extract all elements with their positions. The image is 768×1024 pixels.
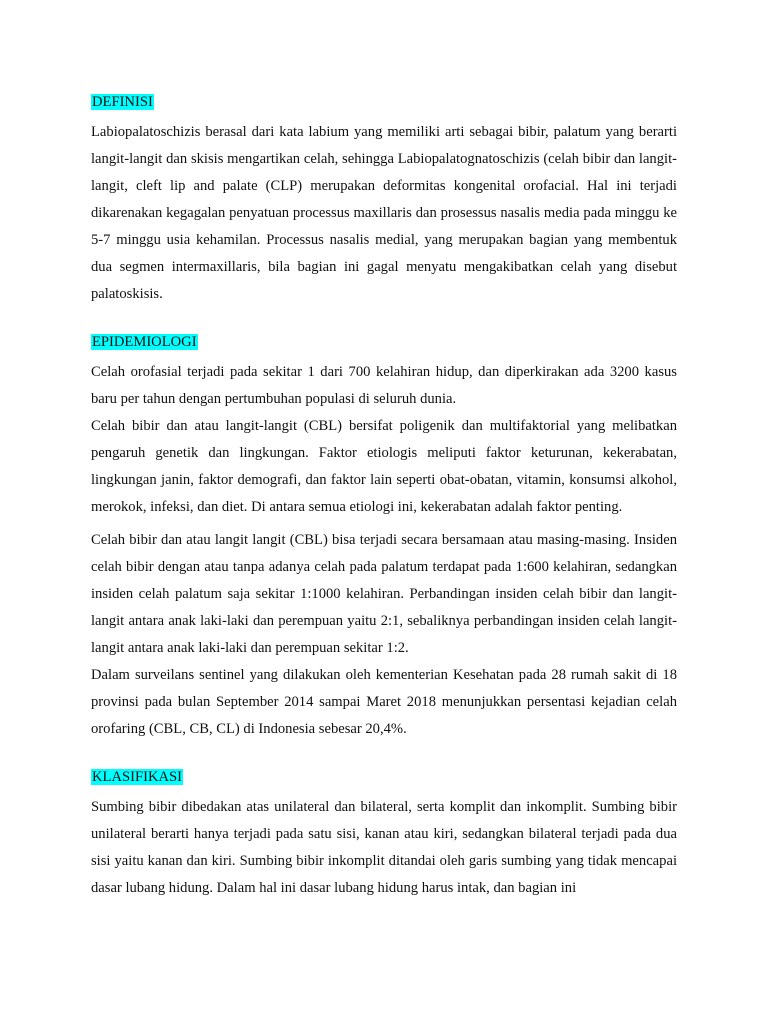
- document-page: [91, 92, 677, 902]
- paragraph-definisi: Labiopalatoschizis berasal dari kata labium yang memiliki arti sebagai bibir, palatum yang berarti langit-langit dan skisis mengartikan celah, sehingga Labiopalatognatoschizis (celah bibir dan langit-langit, cleft lip and palate (CLP) merupakan deformitas kongenital orofacial. Hal ini terjadi dikarenakan kegagalan penyatuan processus maxillaris dan prosessus nasalis media pada minggu ke 5-7 minggu usia kehamilan. Processus nasalis medial, yang merupakan bagian yang membentuk dua segmen intermaxillaris, bila bagian ini gagal menyatu mengakibatkan celah yang disebut palatoskisis.: [91, 124, 677, 302]
- heading-klasifikasi: KLASIFIKASI: [92, 769, 182, 785]
- paragraph-epidemiologi-4: Dalam surveilans sentinel yang dilakukan oleh kementerian Kesehatan pada 28 rumah sakit di 18 provinsi pada bulan September 2014 sampai Maret 2018 menunjukkan persentasi kejadian celah orofaring (CBL, CB, CL) di Indonesia sebesar 20,4%.: [91, 667, 677, 737]
- paragraph-epidemiologi-3: Celah bibir dan atau langit langit (CBL) bisa terjadi secara bersamaan atau masing-masing. Insiden celah bibir dengan atau tanpa adanya celah pada palatum terdapat pada 1:600 kelahiran, sedangkan insiden celah palatum saja sekitar 1:1000 kelahiran. Perbandingan insiden celah bibir dan langit-langit antara anak laki-laki dan perempuan yaitu 2:1, sebaliknya perbandingan insiden celah langit-langit antara anak laki-laki dan perempuan sekitar 1:2.: [91, 532, 677, 656]
- paragraph-epidemiologi-1: Celah orofasial terjadi pada sekitar 1 dari 700 kelahiran hidup, dan diperkirakan ada 3200 kasus baru per tahun dengan pertumbuhan populasi di seluruh dunia.: [91, 364, 677, 407]
- section-gap: [91, 743, 677, 767]
- section-gap: [91, 308, 677, 332]
- paragraph-epidemiologi-2: Celah bibir dan atau langit-langit (CBL) bersifat poligenik dan multifaktorial yang melibatkan pengaruh genetik dan lingkungan. Faktor etiologis meliputi faktor keturunan, kekerabatan, lingkungan janin, faktor demografi, dan faktor lain seperti obat-obatan, vitamin, konsumsi alkohol, merokok, infeksi, dan diet. Di antara semua etiologi ini, kekerabatan adalah faktor penting.: [91, 418, 677, 515]
- heading-definisi: DEFINISI: [92, 94, 153, 110]
- heading-epidemiologi: EPIDEMIOLOGI: [92, 334, 197, 350]
- paragraph-klasifikasi: Sumbing bibir dibedakan atas unilateral dan bilateral, serta komplit dan inkomplit. Sumbing bibir unilateral berarti hanya terjadi pada satu sisi, kanan atau kiri, sedangkan bilateral terjadi pada dua sisi yaitu kanan dan kiri. Sumbing bibir inkomplit ditandai oleh garis sumbing yang tidak mencapai dasar lubang hidung. Dalam hal ini dasar lubang hidung harus intak, dan bagian ini: [91, 799, 677, 896]
